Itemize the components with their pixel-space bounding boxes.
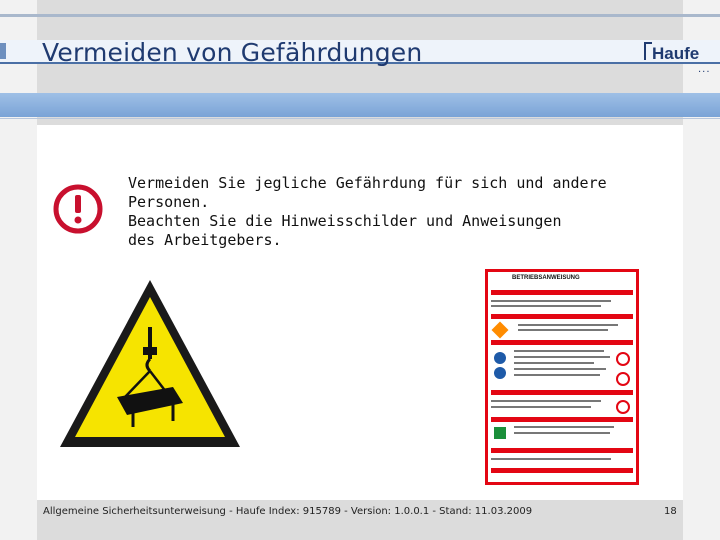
header-thin-line [0,118,720,119]
logo-bracket [644,42,652,60]
sign-heading: BETRIEBSANWEISUNG [512,275,580,281]
logo-dots: ... [698,64,711,75]
operating-instructions-sign [485,269,639,485]
header-left-tab [0,43,6,59]
exclamation-warning-icon [53,184,103,234]
body-line: Vermeiden Sie jegliche Gefährdung für sich und andere [128,174,607,192]
logo-text: Haufe [652,44,700,63]
right-margin [683,0,720,540]
body-line: Personen. [128,193,210,211]
header-blue-band [0,93,720,117]
top-stripe [0,14,720,17]
haufe-logo [644,40,716,76]
body-text [128,174,628,250]
page-number: 18 [664,506,677,517]
suspended-load-hazard-icon [55,275,245,455]
slide-title: Vermeiden von Gefährdungen [42,38,423,67]
body-line: des Arbeitgebers. [128,231,282,249]
left-margin [0,0,37,540]
footer-text: Allgemeine Sicherheitsunterweisung - Haufe Index: 915789 - Version: 1.0.0.1 - Stand: 11.03.2009 [43,506,533,517]
body-line: Beachten Sie die Hinweisschilder und Anweisungen [128,212,562,230]
